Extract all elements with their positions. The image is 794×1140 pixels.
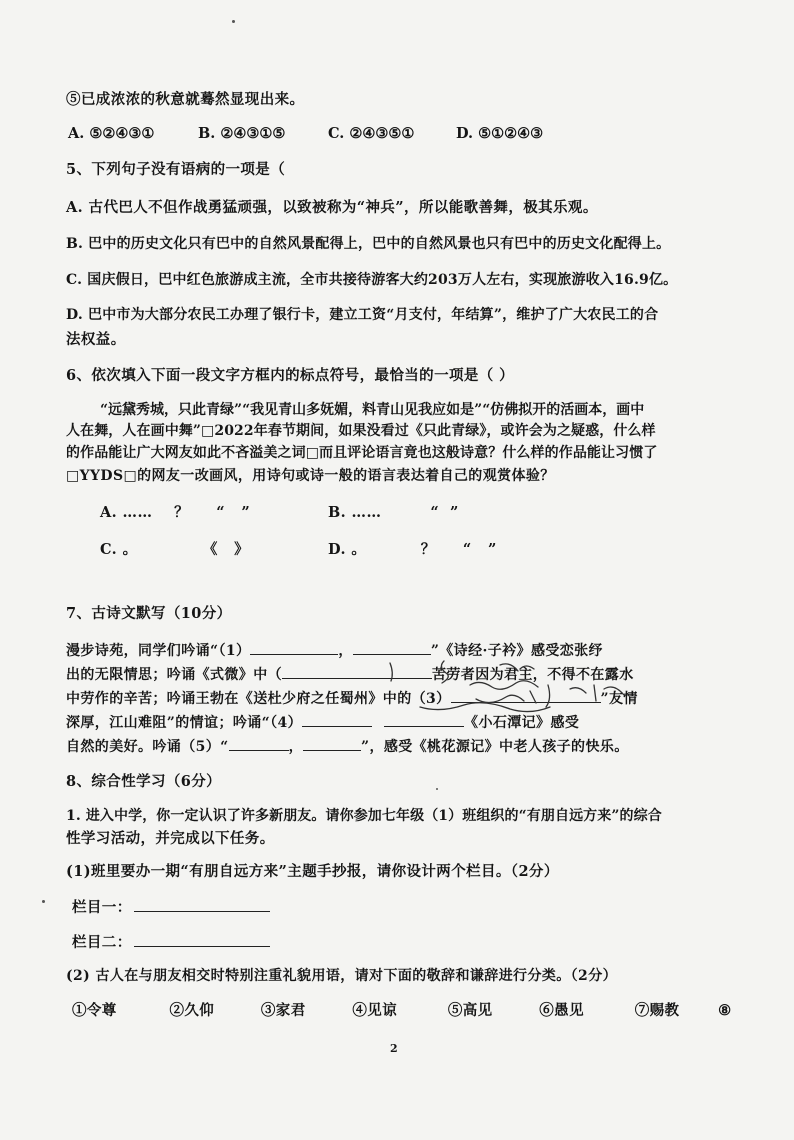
word-4: ④见谅 — [352, 1002, 398, 1019]
q7-l3-text: 中劳作的辛苦；吟诵王勃在《送杜少府之任蜀州》中的（3） — [66, 691, 451, 707]
q4-options — [68, 125, 543, 142]
q5-option-b[interactable]: B. 巴中的历史文化只有巴中的自然风景配得上，巴中的自然风景也只有巴中的历史文化配得上。 — [66, 236, 671, 252]
q7-l3-tail: ”友情 — [600, 691, 638, 707]
q8-title: 8、综合性学习（6分） — [66, 773, 222, 790]
q7-line5 — [66, 736, 629, 757]
scan-speck — [232, 20, 235, 23]
column-one-label: 栏目一： — [72, 899, 132, 916]
answer-blank-5b[interactable] — [303, 736, 361, 751]
answer-blank-1b[interactable] — [353, 640, 431, 655]
q7-l5-tail: ”，感受《桃花源记》中老人孩子的快乐。 — [361, 739, 629, 755]
q7-l5-text: 自然的美好。吟诵（5）“ — [66, 739, 229, 755]
scan-speck — [436, 788, 438, 790]
q6-option-b[interactable]: B. …… “ ” — [328, 504, 459, 521]
page-number: 2 — [390, 1042, 398, 1055]
q7-l2-tail: 苦劳者因为君主，不得不在露水 — [432, 667, 634, 683]
q5-option-d-line2: 法权益。 — [66, 331, 126, 348]
word-6: ⑥愚见 — [539, 1002, 584, 1019]
q7-l1-comma: ， — [338, 643, 353, 659]
q8-item1-line2: 性学习活动，并完成以下任务。 — [66, 830, 275, 847]
q5-option-d-line1[interactable]: D. 巴中市为大部分农民工办理了银行卡，建立工资“月支付，年结算”，维护了广大农民工的合 — [66, 307, 659, 323]
word-7: ⑦赐教 — [634, 1002, 680, 1019]
word-3: ③家君 — [260, 1002, 306, 1019]
column-one-input[interactable] — [134, 897, 270, 912]
column-two-input[interactable] — [134, 932, 270, 947]
q8-sub2: (2) 古人在与朋友相交时特别注重礼貌用语，请对下面的敬辞和谦辞进行分类。（2分） — [66, 968, 618, 984]
word-1: ①令尊 — [72, 1002, 117, 1019]
pencil-scribble — [380, 655, 680, 725]
q6-passage-line2: 人在舞，人在画中舞”□2022年春节期间，如果没看过《只此青绿》，或许会为之疑惑，什么样 — [66, 423, 656, 439]
q6-option-d[interactable]: D. 。 ？ “ ” — [328, 541, 497, 558]
answer-blank-1a[interactable] — [250, 640, 338, 655]
word-2: ②久仰 — [169, 1002, 215, 1019]
column-two-label: 栏目二： — [72, 934, 132, 951]
q7-l5-comma: ， — [288, 739, 303, 755]
q7-l4-tail: 《小石潭记》感受 — [464, 715, 580, 731]
answer-blank-4a[interactable] — [302, 712, 372, 727]
q7-l1-text: 漫步诗苑，同学们吟诵“（1） — [66, 643, 251, 659]
column-one-row — [72, 897, 270, 918]
q6-stem: 6、依次填入下面一段文字方框内的标点符号，最恰当的一项是（ ） — [66, 367, 515, 384]
column-two-row — [72, 932, 270, 953]
q5-option-a[interactable]: A. 古代巴人不但作战勇猛顽强，以致被称为“神兵”，所以能歌善舞，极其乐观。 — [66, 199, 598, 216]
q5-stem: 5、下列句子没有语病的一项是（ — [66, 161, 286, 178]
scan-speck — [42, 900, 45, 903]
q7-l4-text: 深厚，江山难阻”的情谊；吟诵“（4） — [66, 715, 303, 731]
answer-blank-5a[interactable] — [229, 736, 289, 751]
q7-l2-text: 出的无限情思；吟诵《式微》中（ — [66, 667, 282, 683]
word-8: ⑧ — [718, 1002, 732, 1019]
q5-option-c[interactable]: C. 国庆假日，巴中红色旅游成主流，全市共接待游客大约203万人左右，实现旅游收入16.9亿。 — [66, 272, 678, 288]
q6-passage-line4: □YYDS□的网友一改画风，用诗句或诗一般的语言表达着自己的观赏体验？ — [66, 468, 555, 484]
q4-option-b[interactable]: B. ②④③①⑤ — [198, 125, 286, 142]
q6-option-c[interactable]: C. 。 《 》 — [100, 541, 250, 558]
q7-title: 7、古诗文默写（10分） — [66, 605, 232, 622]
q6-option-a[interactable]: A. …… ？ “ ” — [100, 504, 251, 521]
q8-item1-line1: 1. 进入中学，你一定认识了许多新朋友。请你参加七年级（1）班组织的“有朋自远方来”的综合 — [66, 808, 662, 824]
q4-option-d[interactable]: D. ⑤①②④③ — [456, 125, 544, 142]
q4-line5: ⑤已成浓浓的秋意就蓦然显现出来。 — [66, 91, 305, 108]
word-5: ⑤高见 — [447, 1002, 493, 1019]
q4-option-a[interactable]: A. ⑤②④③① — [68, 125, 155, 142]
q8-sub1: (1)班里要办一期“有朋自远方来”主题手抄报，请你设计两个栏目。（2分） — [66, 863, 559, 880]
q4-option-c[interactable]: C. ②④③⑤① — [328, 125, 415, 142]
q6-passage-line1: “远黛秀城，只此青绿”“我见青山多妩媚，料青山见我应如是”“仿佛拟开的活画本，画中 — [100, 402, 645, 418]
q7-l1-tail: ”《诗经·子衿》感受恋张纾 — [430, 643, 603, 659]
honorific-words — [72, 1001, 732, 1021]
q6-passage-line3: 的作品能让广大网友如此不吝溢美之词□而且评论语言竟也这般诗意？什么样的作品能让习惯了 — [66, 445, 658, 461]
